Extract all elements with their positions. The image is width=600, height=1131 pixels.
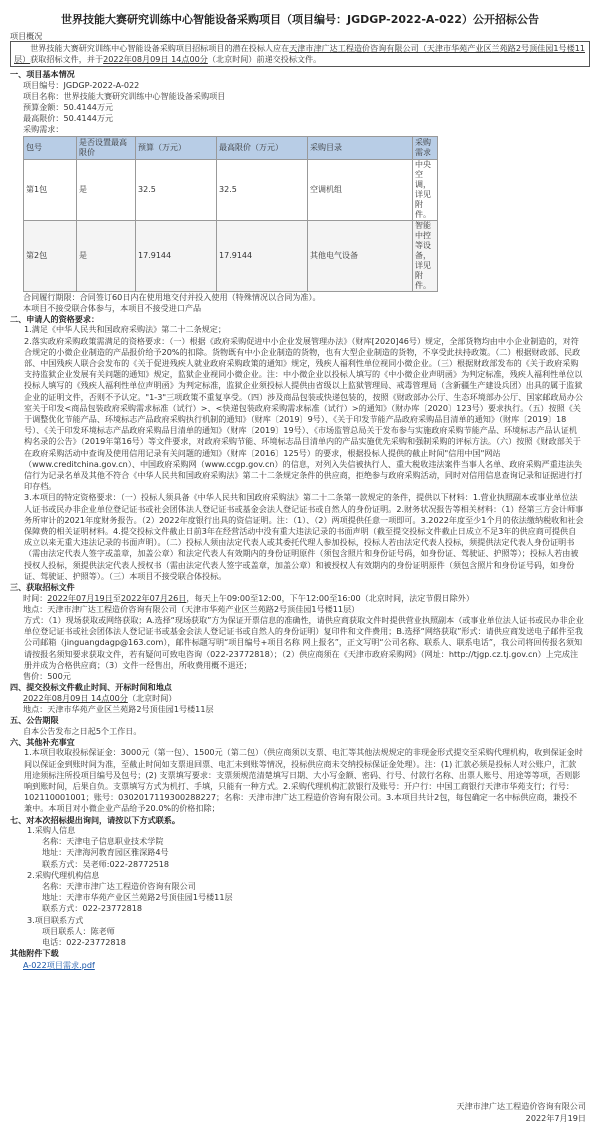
agency-contact: 联系方式：022-23772818	[42, 903, 143, 914]
overview-label: 项目概况	[10, 31, 43, 41]
purchaser-info-label: 1.采购人信息	[27, 825, 76, 836]
cell-max-price-set: 是	[77, 159, 136, 220]
cell-budget: 32.5	[136, 159, 217, 220]
signature-org: 天津市津广达工程造价咨询有限公司	[456, 1101, 586, 1111]
signature-date: 2022年7月19日	[525, 1113, 586, 1123]
overview-box	[10, 41, 590, 67]
time-label: 时间：	[23, 592, 48, 603]
max-price: 最高限价：50.4144万元	[23, 113, 114, 124]
purchaser-address: 地址：天津海河教育园区雅深路4号	[42, 847, 169, 858]
section6-heading: 六、其他补充事宜	[10, 736, 75, 747]
col-catalog: 采购目录	[308, 136, 413, 159]
purchaser-name: 名称：天津电子信息职业技术学院	[42, 836, 164, 847]
section7-heading: 七、对本次招标提出询问，请按以下方式联系。	[10, 814, 180, 825]
package-table-header	[24, 136, 438, 159]
opening-place: 地点：天津市华苑产业区兰苑路2号顶佳园1号楼11层	[23, 703, 214, 714]
get-docs-time	[10, 593, 590, 604]
package-table	[23, 136, 438, 292]
section5-heading: 五、公告期限	[10, 715, 59, 726]
cell-package: 第2包	[24, 220, 77, 291]
agency-address: 地址：天津市华苑产业区兰苑路2号顶佳园1号楼11层	[42, 892, 233, 903]
overview-mid: 获取招标文件，并于	[30, 53, 104, 64]
cell-budget: 17.9144	[136, 220, 217, 291]
time-from: 2022年07月19日	[47, 592, 113, 603]
attachments-heading: 其他附件下载	[10, 948, 59, 959]
deadline-rest: （北京时间）	[127, 692, 177, 703]
attachment-link[interactable]: A-022项目需求.pdf	[23, 959, 95, 970]
cell-package: 第1包	[24, 159, 77, 220]
time-rest: ，每天上午09:00至12:00，下午12:00至16:00（北京时间，法定节假日除外）	[186, 592, 474, 603]
get-docs-price: 售价：500元	[23, 671, 71, 682]
col-budget: 预算（万元）	[136, 136, 217, 159]
announcement-period: 自本公告发布之日起5个工作日。	[23, 725, 142, 736]
supplementary-text: 1.本项目收取投标保证金：3000元（第一包）、1500元（第二包）（供应商须以支票、电汇等其他法规规定的非现金形式提交至采购代理机构，收到保证金时间以保证金到账时间为准，至截止时间如支票退回票、电汇未到账等情况，投标供应商未交纳投标保证金处理）。注：(1) 汇款必须是投标人对公账户，汇款用途须标注所投项目编号及包号；(2) 支票填写要求：支票须规范清楚填写日期、大小写金额、密码、行号、付款行名称、出票人账号、用途等等项，否则影响到账时间，后果自负。支票填写方式为机打、手填，只能有一种方式。2.采购代理机构汇款银行及账号：开户行：中国工商银行天津市华苑支行；行号：102110001001；账号：0302017119300288227；名称：天津市津广达工程造价咨询有限公司。3.本项目共计2包，每包确定一名中标供应商，兼投不兼中。本项目对小微企业产品给予20.0%的价格扣除；	[24, 747, 583, 814]
overview-deadline: 2022年08月09日 14点00分	[103, 53, 208, 64]
overview-text	[14, 43, 586, 64]
col-requirement: 采购需求	[413, 136, 438, 159]
overview-address: 天津市津广达工程造价咨询有限公司（天津市华苑产业区兰苑路2号顶佳园1号楼11层）	[14, 43, 585, 64]
section2-heading: 二、申请人的资格要求：	[10, 313, 100, 324]
get-docs-method: 方式：（1）现场获取或网络获取；A.选择“现场获取”方为保证开票信息的准确性，请供应商获取文件时提供营业执照副本（或事业单位法人证书或民办非企业单位登记证书或社会团体法人登记证书或基金会法人登记证书或自然人的身份证明）复印件和文件费用；B.选择“网络获取”形式：请供应商发送电子邮件至我公司邮箱（jinguangdagp@163.com），邮件标题写明“项目编号+项目名称 网上报名”，正文写明“公司名称、联系人、联系电话”，我公司将回传报名须知请按报名须知要求获取文件，若有疑问可致电咨询（022-23772818）；（2）供应商须在《天津市政府采购网》（网址：http://tjgp.cz.tj.gov.cn）上完成注册并成为合格供应商；（3）文件一经售出，所收费用概不退还；	[24, 615, 584, 670]
project-contact-phone: 电话：022-23772818	[42, 937, 126, 948]
deadline-time	[10, 693, 590, 704]
cell-max-price-set: 是	[77, 220, 136, 291]
procurement-needs-label: 采购需求：	[23, 124, 64, 135]
time-to-word: 至	[112, 592, 121, 603]
section4-heading: 四、提交投标文件截止时间、开标时间和地点	[10, 682, 172, 693]
deadline-value: 2022年08月09日 14点00分	[23, 692, 128, 703]
cell-requirement: 中央空调，详见附件。	[413, 159, 438, 220]
time-to: 2022年07月26日	[120, 592, 187, 603]
cell-max-price: 17.9144	[217, 220, 308, 291]
cell-catalog: 其他电气设备	[308, 220, 413, 291]
agency-name: 名称：天津市津广达工程造价咨询有限公司	[42, 881, 196, 892]
purchaser-contact: 联系方式：吴老师:022-28772518	[42, 858, 170, 869]
consortium-note: 本项目不接受联合体参与，本项目不接受进口产品	[23, 302, 202, 313]
project-name: 项目名称：世界技能大赛研究训练中心智能设备采购项目	[23, 90, 226, 101]
agency-info-label: 2.采购代理机构信息	[27, 869, 100, 880]
col-package: 包号	[24, 136, 77, 159]
col-max-price-set: 是否设置最高限价	[77, 136, 136, 159]
section1-heading: 一、项目基本情况	[10, 69, 75, 79]
contract-period: 合同履行期限：合同签订60日内在使用地交付并投入使用（特殊情况以合同为准）。	[23, 291, 321, 302]
section3-heading: 三、获取招标文件	[10, 582, 75, 593]
get-docs-place: 地点：天津市津广达工程造价咨询有限公司（天津市华苑产业区兰苑路2号顶佳园1号楼11层）	[23, 603, 360, 614]
overview-post: （北京时间）前递交投标文件。	[207, 53, 322, 64]
budget-amount: 预算金额：50.4144万元	[23, 101, 114, 112]
cell-catalog: 空调机组	[308, 159, 413, 220]
signature-block	[456, 1100, 586, 1124]
project-contact-person: 项目联系人：陈老师	[42, 925, 115, 936]
table-row	[24, 220, 438, 291]
qualification-2: 2.落实政府采购政策需满足的资格要求：（一）根据《政府采购促进中小企业发展管理办法》（财库[2020]46号）规定，全部货物均由中小企业制造的，对符合规定的小微企业制造的产品报价给予20%的扣除。货物既有中小企业制造的货物，也有大型企业制造的货物，不享受此扶持政策。（二）根据财政部、民政部、中国残疾人联合会发布的《关于促进残疾人就业政府采购政策的通知》规定，残疾人福利性单位视同小微企业。（三）根据财政部发布的《关于政府采购支持监狱企业发展有关问题的通知》规定，监狱企业视同小微企业。注：中小微企业以投标人填写的《中小微企业声明函》为判定标准，残疾人福利性单位以投标人填写的《残疾人福利性单位声明函》为判定标准，监狱企业须投标人提供由省级以上监狱管理局、戒毒管理局（含新疆生产建设兵团）出具的属于监狱企业的证明文件，否则不予认定。"1-3"三项政策不重复享受。（四）涉及商品包装或快递包装的，按照《财政部办公厅、生态环境部办公厅、国家邮政局办公室关于印发<商品包装政府采购需求标准（试行）>、<快递包装政府采购需求标准（试行）>的通知》（财办库〔2020〕123号）要求执行。（五）按照《关于调整优化节能产品、环境标志产品政府采购执行机制的通知》（财库〔2019〕9号）、《关于印发节能产品政府采购品目清单的通知》（财库〔2019〕18号）、《关于印发环境标志产品政府采购品目清单的通知》（财库〔2019〕19号）、《市场监管总局关于发布参与实施政府采购节能产品、环境标志产品认证机构名录的公告》（2019年第16号）等文件要求，对政府采购节能、环境标志品目清单内的产品实施优先采购和强制采购的评标方法。（六）按照《财政部关于在政府采购活动中查询及使用信用记录有关问题的通知》（财库〔2016〕125号）的要求，根据投标人提供的截止时间"信用中国"网站（www.creditchina.gov.cn）、中国政府采购网（www.ccgp.gov.cn）的信息，对列入失信被执行人、重大税收违法案件当事人名单、政府采购严重违法失信行为记录名单及其他不符合《中华人民共和国政府采购法》第二十二条规定条件的供应商，拒绝参与政府采购活动，同时对信用信息查询记录和证据进行打印存档。	[24, 335, 583, 492]
attachment-item	[10, 959, 590, 971]
col-max-price: 最高限价（万元）	[217, 136, 308, 159]
table-row	[24, 159, 438, 220]
page-title: 世界技能大赛研究训练中心智能设备采购项目（项目编号：JGDGP-2022-A-022）公开招标公告	[61, 13, 539, 26]
project-contact-label: 3.项目联系方式	[27, 914, 84, 925]
qualification-1: 1.满足《中华人民共和国政府采购法》第二十二条规定；	[24, 324, 226, 335]
project-code: 项目编号：JGDGP-2022-A-022	[23, 79, 140, 90]
cell-requirement: 智能中控等设备，详见附件。	[413, 220, 438, 291]
cell-max-price: 32.5	[217, 159, 308, 220]
qualification-3: 3.本项目的特定资格要求：（一）投标人须具备《中华人民共和国政府采购法》第二十二条第一款规定的条件，提供以下材料：1.营业执照副本或事业单位法人证书或民办非企业单位登记证书或社会团体法人登记证书或基金会法人登记证书或自然人的身份证明。2.财务状况报告等相关材料：（1）经第三方会计师事务所审计的2021年度财务报告。（2）2022年度银行出具的资信证明。注：（1）、（2）两项提供任意一项即可。3.2022年度至少1个月的依法缴纳税收和社会保障费的相关证明材料。4.提交投标文件截止日前3年在经营活动中没有重大违法记录的书面声明（截至提交投标文件截止日成立不足3年的供应商可提供自成立以来无重大违法记录的书面声明）。（二）投标人须由法定代表人或其委托代理人参加投标，投标人若由法定代表人投标，须提供法定代表人身份证明书（需由法定代表人签字或盖章，加盖公章）和法定代表人有效期内的身份证明原件（须包含照片和身份证号码，如身份证、驾驶证、护照等）；投标人若由被授权人投标，须提供法定代表人授权书（需由法定代表人签字或盖章，加盖公章）和被授权人有效期内的身份证明原件（须包含照片和身份证号码，如身份证、驾驶证、护照等）。（三）本项目不接受联合体投标。	[24, 492, 584, 581]
overview-pre: 世界技能大赛研究训练中心智能设备采购项目招标项目的潜在投标人应在	[30, 43, 290, 53]
